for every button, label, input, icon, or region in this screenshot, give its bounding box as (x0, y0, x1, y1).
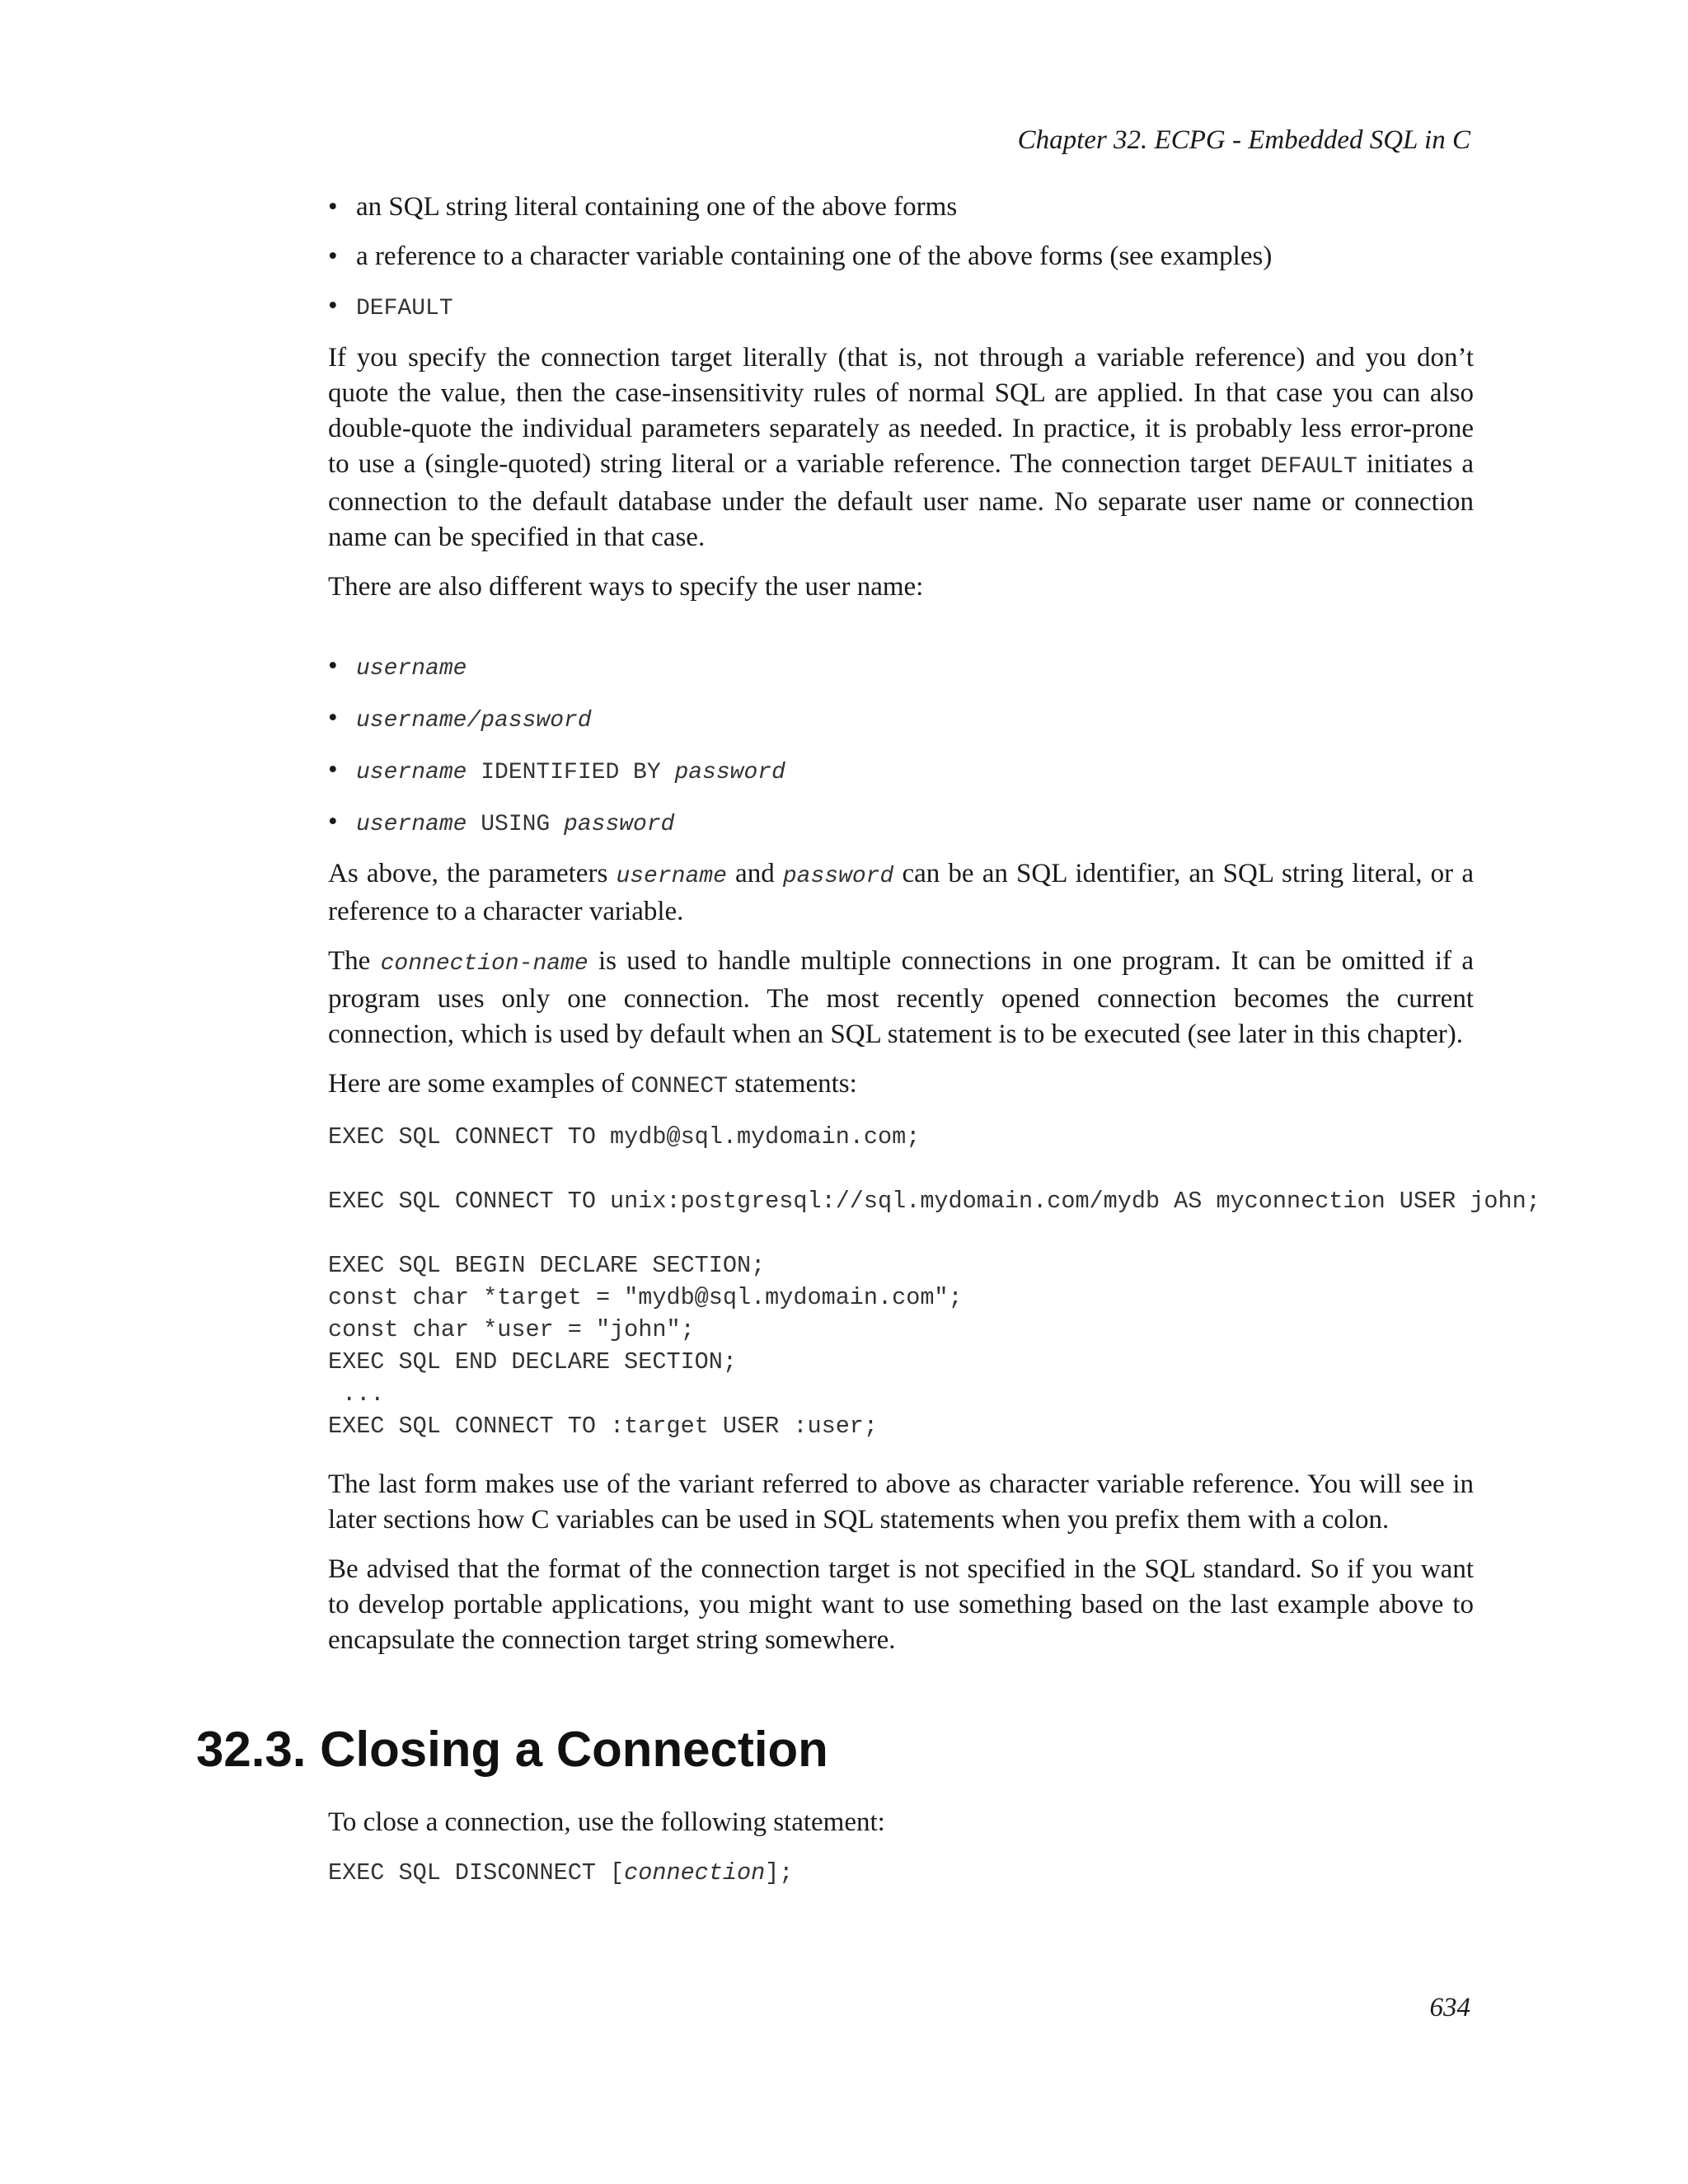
connection-target-list (328, 190, 1474, 326)
paragraph-parameters: As above, the parameters username and password can be an SQL identifier, an SQL string literal, or a reference to a character variable. (328, 859, 1474, 926)
bullet-icon: • (328, 291, 338, 321)
bullet-icon: • (328, 807, 338, 837)
code-block-disconnect: EXEC SQL DISCONNECT [connection]; (328, 1859, 794, 1886)
list-item: • a reference to a character variable containing one of the above forms (see examples) (328, 239, 1474, 274)
page-number: 634 (1429, 1993, 1470, 2022)
bullet-icon: • (328, 651, 338, 681)
section-heading: 32.3. Closing a Connection (196, 1722, 828, 1777)
list-item: • username IDENTIFIED BY password (328, 752, 1474, 790)
list-item: • username USING password (328, 804, 1474, 842)
section-body (328, 1805, 1474, 1914)
bullet-icon: • (328, 192, 338, 222)
code-block-connect-examples: EXEC SQL CONNECT TO mydb@sql.mydomain.com; EXEC SQL CONNECT TO unix:postgresql://sql.mydomain.com/mydb AS myconnection USER john; EXEC SQL BEGIN DECLARE SECTION; const char *target = "mydb@sql.mydomain.com"; const char *user = "john"; EXEC SQL END DECLARE SECTION; ... EXEC SQL CONNECT TO :target USER :user; (328, 1123, 1540, 1440)
paragraph-connection-name: The connection-name is used to handle multiple connections in one program. It can be omitted if a program uses only one connection. The most recently opened connection becomes the current connection, which is used by default when an SQL statement is to be executed (see later in this chapter). (328, 946, 1474, 1049)
paragraph-examples-intro: Here are some examples of CONNECT statements: (328, 1069, 857, 1099)
page-body (328, 190, 1540, 1672)
bullet-icon: • (328, 241, 338, 271)
list-item: • username/password (328, 701, 1474, 738)
paragraph-close-intro: To close a connection, use the following statement: (328, 1807, 885, 1837)
list-item: • DEFAULT (328, 288, 1474, 326)
paragraph-portability: Be advised that the format of the connection target is not specified in the SQL standard. So if you want to develop portable applications, you might want to use something based on the last example above to encapsulate the connection target string somewhere. (328, 1554, 1474, 1655)
chapter-header: Chapter 32. ECPG - Embedded SQL in C (1017, 125, 1470, 155)
list-item: • an SQL string literal containing one of the above forms (328, 190, 1474, 225)
paragraph-literal-target: If you specify the connection target literally (that is, not through a variable reference) and you don’t quote the value, then the case-insensitivity rules of normal SQL are applied. In that case you can also double-quote the individual parameters separately as needed. In practice, it is probably less error-prone to use a (single-quoted) string literal or a variable reference. The connection target DEFAULT initiates a connection to the default database under the default user name. No separate user name or connection name can be specified in that case. (328, 343, 1474, 552)
bullet-icon: • (328, 703, 338, 733)
bullet-icon: • (328, 755, 338, 785)
paragraph-last-form: The last form makes use of the variant referred to above as character variable reference. You will see in later sections how C variables can be used in SQL statements when you prefix them with a colon. (328, 1469, 1474, 1535)
username-forms-list (328, 649, 1474, 842)
list-item: • username (328, 649, 1474, 687)
paragraph-username-intro: There are also different ways to specify the user name: (328, 572, 924, 602)
